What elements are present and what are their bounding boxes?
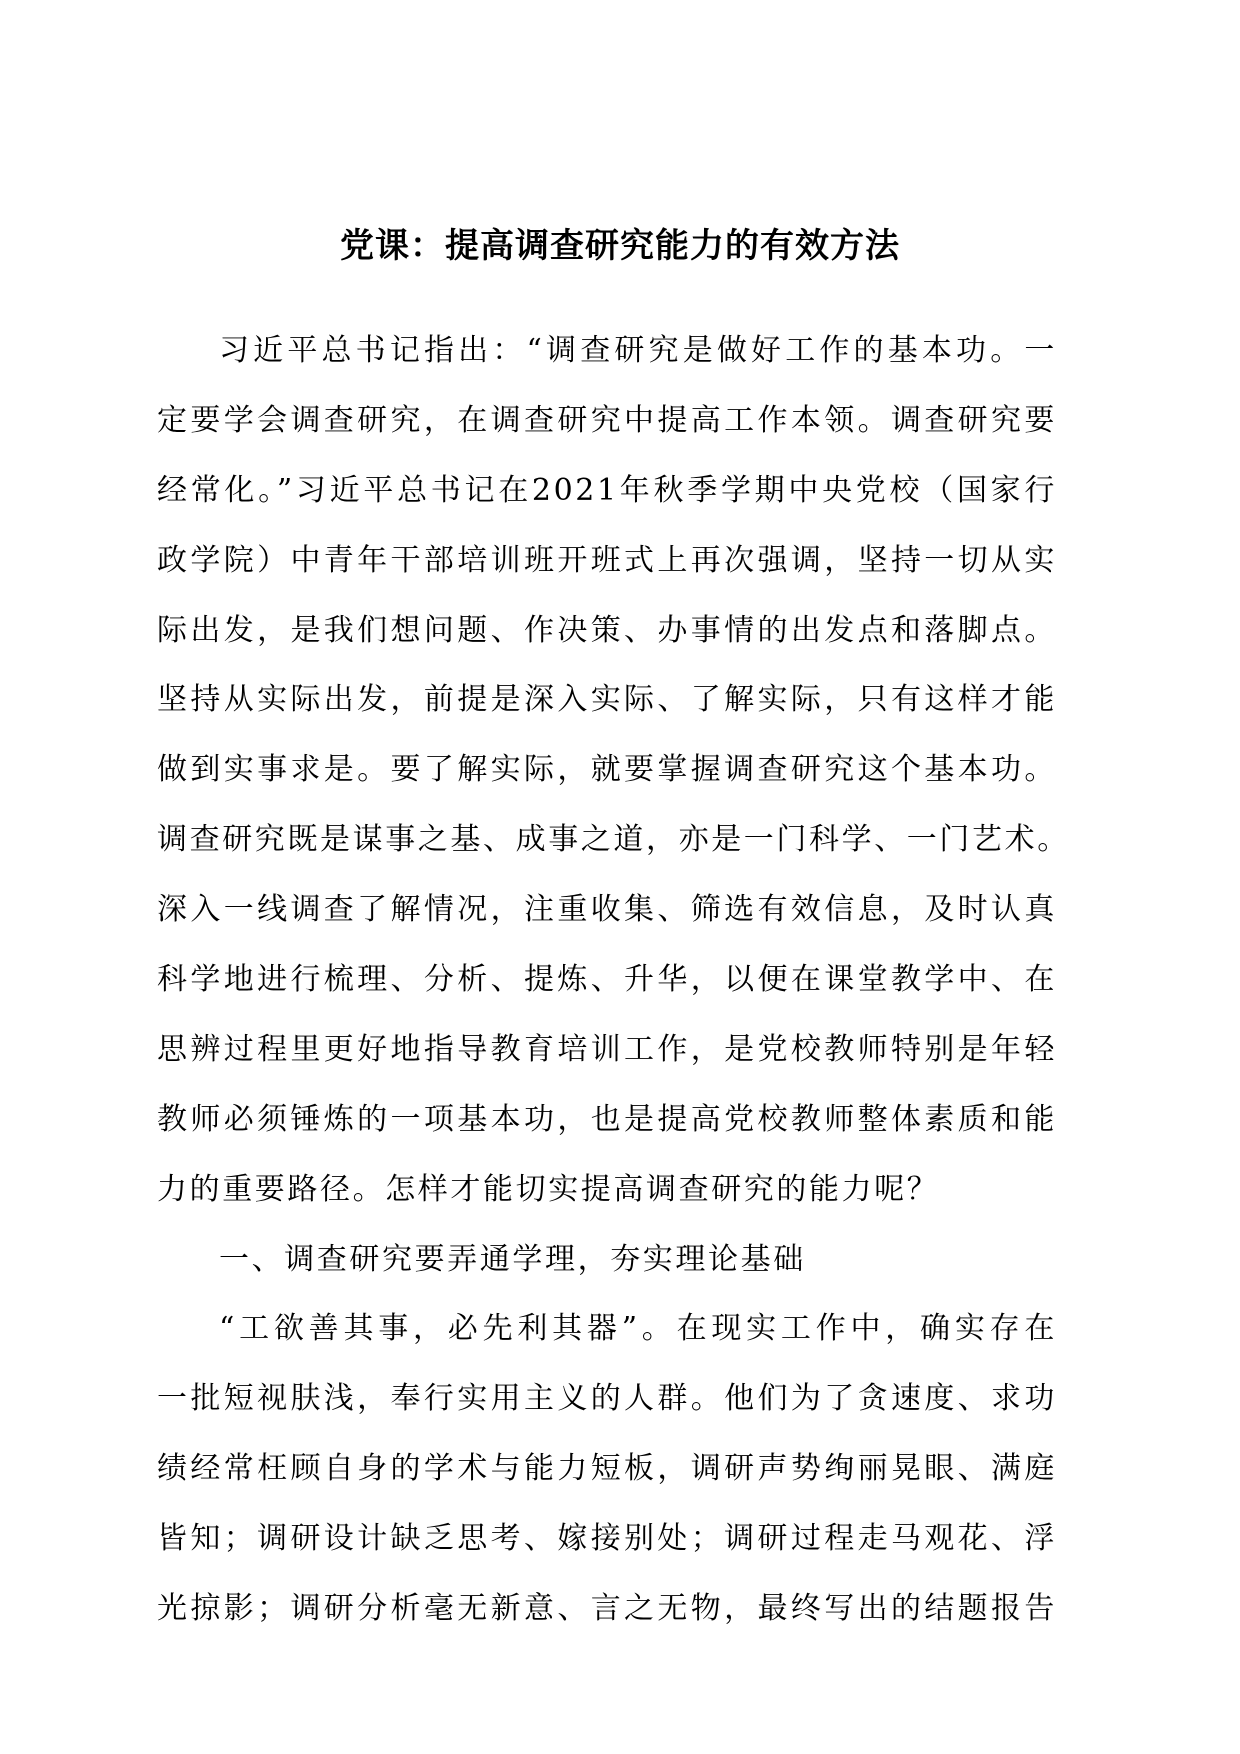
paragraph-line: 光掠影；调研分析毫无新意、言之无物，最终写出的结题报告 — [157, 1591, 1057, 1627]
paragraph-line: 调查研究既是谋事之基、成事之道，亦是一门科学、一门艺术。 — [157, 822, 1070, 858]
paragraph-line: 力的重要路径。怎样才能切实提高调查研究的能力呢？ — [157, 1171, 940, 1207]
paragraph-line: 思辨过程里更好地指导教育培训工作，是党校教师特别是年轻 — [157, 1031, 1057, 1067]
paragraph-line: 皆知；调研设计缺乏思考、嫁接别处；调研过程走马观花、浮 — [157, 1521, 1057, 1557]
paragraph-line: 深入一线调查了解情况，注重收集、筛选有效信息，及时认真 — [157, 892, 1057, 928]
document-title: 党课：提高调查研究能力的有效方法 — [340, 226, 900, 266]
paragraph-line: 坚持从实际出发，前提是深入实际、了解实际，只有这样才能 — [157, 682, 1057, 718]
paragraph-line: 科学地进行梳理、分析、提炼、升华，以便在课堂教学中、在 — [157, 962, 1057, 998]
paragraph-line: 政学院）中青年干部培训班开班式上再次强调，坚持一切从实 — [157, 542, 1057, 578]
paragraph-line: 习近平总书记指出：“调查研究是做好工作的基本功。一 — [219, 333, 1057, 368]
paragraph-line: 际出发，是我们想问题、作决策、办事情的出发点和落脚点。 — [157, 612, 1057, 648]
paragraph-line: 做到实事求是。要了解实际，就要掌握调查研究这个基本功。 — [157, 752, 1057, 788]
document-body — [157, 316, 1070, 1644]
paragraph-line: “工欲善其事，必先利其器”。在现实工作中，确实存在 — [219, 1311, 1057, 1347]
paragraph-line: 经常化。”习近平总书记在2021年秋季学期中央党校（国家行 — [157, 472, 1057, 508]
paragraph-line: 定要学会调查研究，在调查研究中提高工作本领。调查研究要 — [157, 402, 1057, 438]
paragraph-line: 一批短视肤浅，奉行实用主义的人群。他们为了贪速度、求功 — [157, 1381, 1057, 1417]
paragraph-line: 绩经常枉顾自身的学术与能力短板，调研声势绚丽晃眼、满庭 — [157, 1451, 1057, 1487]
section-heading: 一、调查研究要弄通学理，夯实理论基础 — [219, 1241, 806, 1277]
paragraph-line: 教师必须锤炼的一项基本功，也是提高党校教师整体素质和能 — [157, 1101, 1057, 1137]
